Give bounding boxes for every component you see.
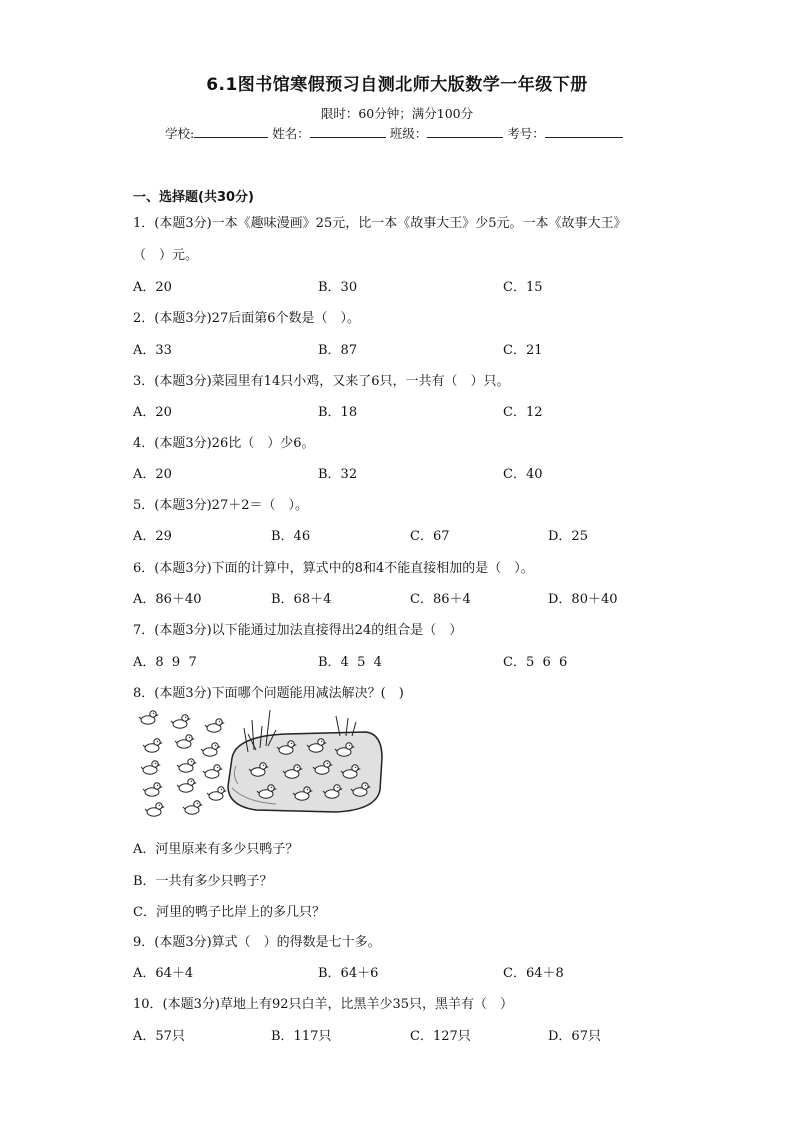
q7-option-c: C．5 6 6 [503,655,568,670]
q7-option-a: A．8 9 7 [133,655,197,670]
number-blank [545,125,623,138]
q5-option-b: B．46 [271,529,311,544]
question-6: 6．(本题3分)下面的计算中，算式中的8和4不能直接相加的是（ ）。 [133,561,534,576]
q4-option-b: B．32 [318,467,358,482]
question-9: 9．(本题3分)算式（ ）的得数是七十多。 [133,935,381,950]
q3-option-a: A．20 [133,405,172,420]
question-7: 7．(本题3分)以下能通过加法直接得出24的组合是（ ） [133,623,463,638]
q2-option-b: B．87 [318,343,358,358]
q10-option-b: B．117只 [271,1029,332,1044]
q1-option-c: C．15 [503,280,543,295]
exam-title: 6.1图书馆寒假预习自测北师大版数学一年级下册 [206,75,588,95]
q9-option-c: C．64＋8 [503,966,564,981]
q9-option-b: B．64＋6 [318,966,379,981]
q8-option-c: C．河里的鸭子比岸上的多几只？ [133,905,325,920]
q9-option-a: A．64＋4 [133,966,194,981]
question-5: 5．(本题3分)27＋2＝（ ）。 [133,498,308,513]
q1-option-b: B．30 [318,280,358,295]
name-label: 姓名： [272,126,310,141]
q5-option-c: C．67 [410,529,450,544]
class-blank [427,125,503,138]
question-2: 2．(本题3分)27后面第6个数是（ ）。 [133,311,360,326]
question-3: 3．(本题3分)菜园里有14只小鸡，又来了6只，一共有（ ）只。 [133,374,510,389]
q6-option-d: D．80＋40 [548,592,618,607]
q6-option-b: B．68＋4 [271,592,332,607]
q7-option-b: B．4 5 4 [318,655,382,670]
q10-option-a: A．57只 [133,1029,185,1044]
question-8: 8．(本题3分)下面哪个问题能用减法解决？( ) [133,686,404,701]
q2-option-c: C．21 [503,343,543,358]
q2-option-a: A．33 [133,343,172,358]
number-label: 考号： [507,126,545,141]
school-blank [194,125,268,138]
q4-option-a: A．20 [133,467,172,482]
student-info-line [165,124,623,142]
school-label: 学校: [165,126,195,141]
q4-option-c: C．40 [503,467,543,482]
ducks-pond-illustration [136,706,384,828]
q3-option-b: B．18 [318,405,358,420]
question-1: 1．(本题3分)一本《趣味漫画》25元，比一本《故事大王》少5元。一本《故事大王》 [133,216,627,231]
q1-option-a: A．20 [133,280,172,295]
exam-time-limit: 限时：60分钟；满分100分 [320,106,474,121]
q5-option-d: D．25 [548,529,588,544]
q6-option-c: C．86＋4 [410,592,471,607]
q3-option-c: C．12 [503,405,543,420]
q8-option-b: B．一共有多少只鸭子？ [133,874,273,889]
name-blank [310,125,386,138]
question-4: 4．(本题3分)26比（ ）少6。 [133,436,315,451]
question-10: 10．(本题3分)草地上有92只白羊，比黑羊少35只，黑羊有（ ） [133,997,514,1012]
q5-option-a: A．29 [133,529,172,544]
question-1-continued: （ ）元。 [133,248,199,263]
q10-option-d: D．67只 [548,1029,601,1044]
q10-option-c: C．127只 [410,1029,471,1044]
class-label: 班级： [389,126,428,141]
q6-option-a: A．86＋40 [133,592,202,607]
section-title: 一、选择题(共30分) [133,190,254,205]
q8-option-a: A．河里原来有多少只鸭子？ [133,842,299,857]
